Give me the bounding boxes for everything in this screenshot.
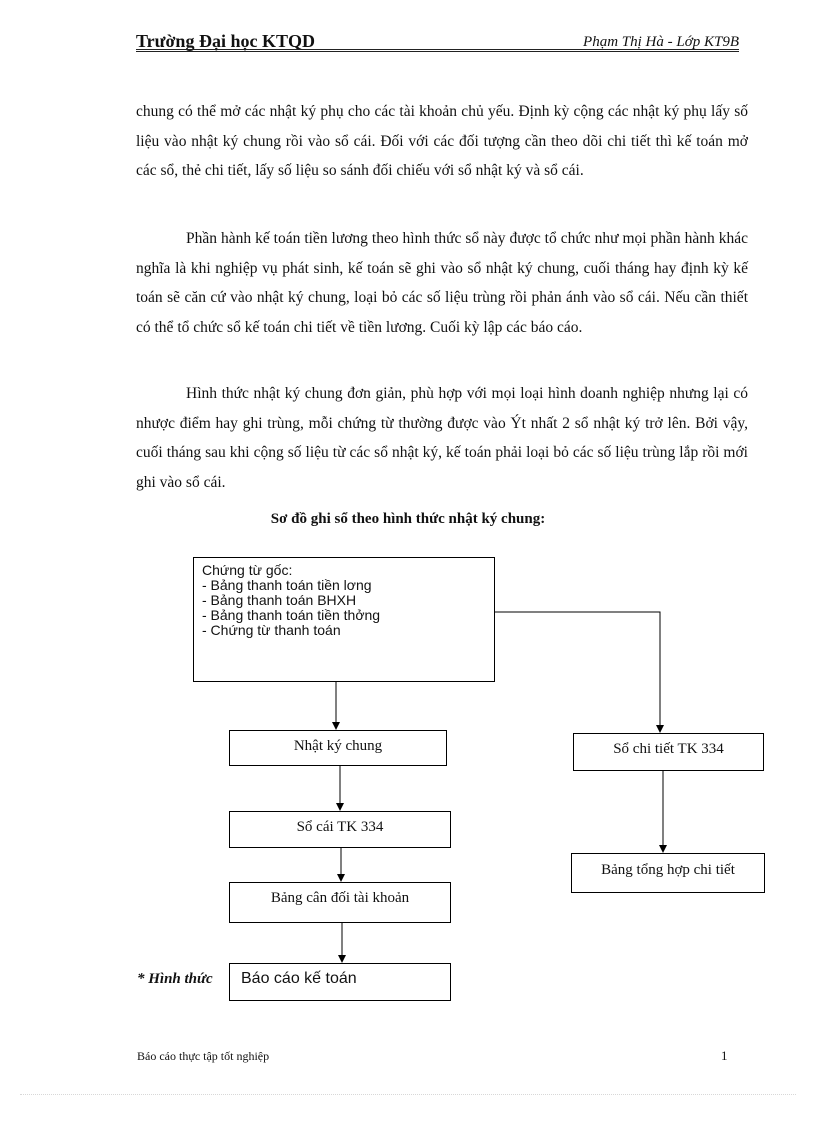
footer-title: Báo cáo thực tập tốt nghiệp (137, 1049, 270, 1063)
source-item: - Chứng từ thanh toán (202, 622, 341, 638)
paragraph-1: chung có thể mở các nhật ký phụ cho các tài khoản chủ yếu. Định kỳ cộng các nhật ký phụ lấy số liệu vào nhật ký chung rồi vào sổ cái. Đối với các đối tượng cần theo dõi chi tiết thì kế toán mở các sổ, thẻ chi tiết, lấy số liệu so sánh đối chiếu với sổ nhật ký và sổ cái. (136, 103, 748, 179)
detail-summary-box: Bảng tổng hợp chi tiết (571, 853, 765, 893)
trial-balance-box: Bảng cân đối tài khoản (229, 882, 451, 923)
source-documents-title: Chứng từ gốc: (202, 562, 293, 578)
source-item: - Bảng thanh toán tiền thởng (202, 607, 381, 623)
header-school: Trường Đại học KTQD (136, 31, 315, 51)
arrow-source-to-detail (495, 612, 660, 732)
ledger-334-box: Sổ cái TK 334 (229, 811, 451, 848)
paragraph-3: Hình thức nhật ký chung đơn giản, phù hợp với mọi loại hình doanh nghiệp nhưng lại có nhược điểm hay ghi trùng, mỗi chứng từ thường được vào Ýt nhất 2 sổ nhật ký trở lên. Bởi vậy, cuối tháng sau khi cộng số liệu từ các sổ nhật ký, kế toán phải loại bỏ các số liệu trùng lắp rồi mới ghi vào sổ cái. (136, 385, 748, 491)
source-item: - Bảng thanh toán tiền lơng (202, 577, 372, 593)
form-label: * Hình thức (137, 971, 213, 987)
source-documents-list (202, 578, 486, 638)
header-author: Phạm Thị Hà - Lớp KT9B (583, 34, 739, 50)
diagram-title: Sơ đồ ghi sổ theo hình thức nhật ký chung: (270, 511, 546, 527)
accounting-report-box: Báo cáo kế toán (229, 963, 451, 1001)
page-number: 1 (721, 1048, 728, 1063)
page-edge (20, 1094, 796, 1095)
general-journal-box: Nhật ký chung (229, 730, 447, 766)
paragraph-2: Phần hành kế toán tiền lương theo hình thức sổ này được tổ chức như mọi phần hành khác nghĩa là khi nghiệp vụ phát sinh, kế toán sẽ ghi vào sổ nhật ký chung, cuối tháng hay định kỳ kế toán sẽ căn cứ vào nhật ký chung, loại bỏ các số liệu trùng rồi phản ánh vào sổ cái. Nếu cần thiết có thể tổ chức sổ kế toán chi tiết về tiền lương. Cuối kỳ lập các báo cáo. (136, 230, 748, 336)
source-documents-box (193, 557, 495, 682)
detail-ledger-334-box: Sổ chi tiết TK 334 (573, 733, 764, 771)
source-item: - Bảng thanh toán BHXH (202, 592, 357, 608)
